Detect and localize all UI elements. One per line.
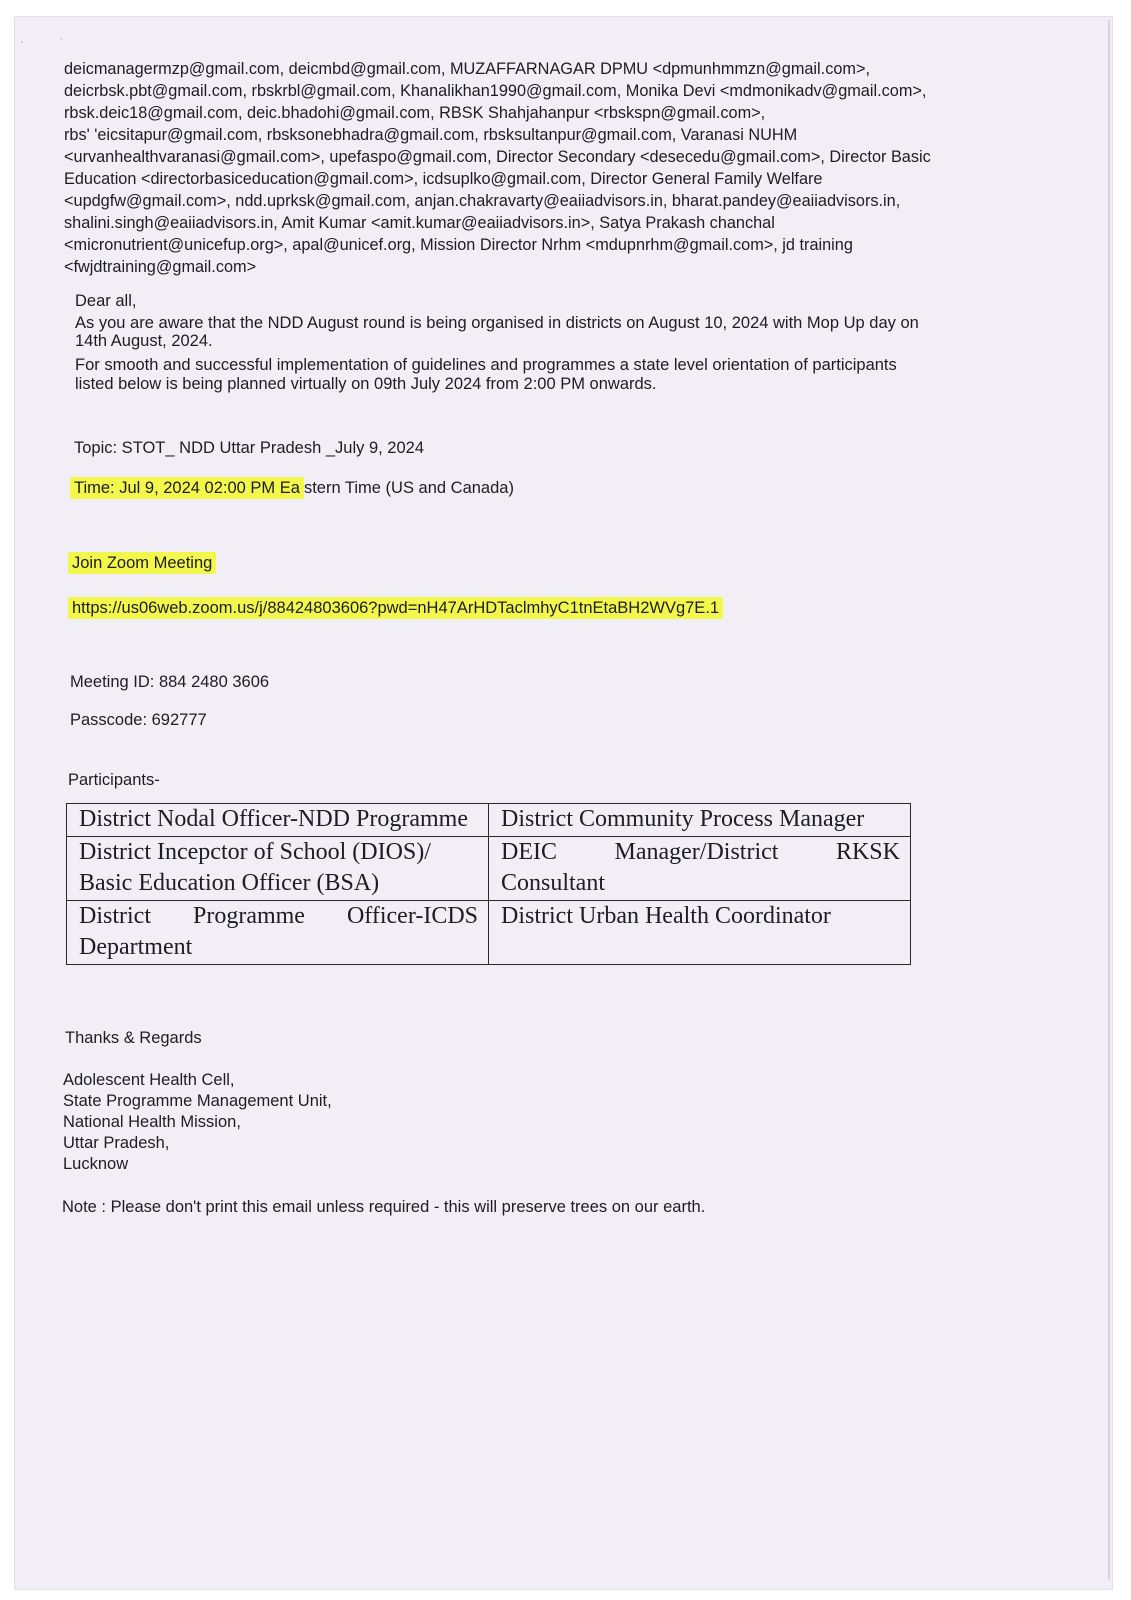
participant-role: District Community Process Manager [501, 806, 865, 832]
signature-block [63, 1070, 332, 1175]
closing: Thanks & Regards [65, 1029, 202, 1047]
highlight-time: Time: Jul 9, 2024 02:00 PM Ea [70, 477, 304, 499]
paragraph-line: For smooth and successful implementation of guidelines and programmes a state level orientation of participants [75, 356, 897, 374]
recipients-line: <urvanhealthvaranasi@gmail.com>, upefaspo@gmail.com, Director Secondary <desecedu@gmail.com>, Director Basic [64, 148, 931, 166]
environment-note: Note : Please don't print this email unless required - this will preserve trees on our earth. [62, 1198, 706, 1216]
paragraph-line: As you are aware that the NDD August round is being organised in districts on August 10, 2024 with Mop Up day on [75, 314, 919, 332]
table-cell [489, 901, 911, 965]
recipients-line: rbs' 'eicsitapur@gmail.com, rbsksonebhadra@gmail.com, rbsksultanpur@gmail.com, Varanasi NUHM [64, 126, 798, 144]
table-row [67, 837, 911, 901]
recipients-line: Education <directorbasiceducation@gmail.com>, icdsuplko@gmail.com, Director General Family Welfare [64, 170, 823, 188]
participants-label: Participants- [68, 771, 160, 789]
table-cell [67, 837, 489, 901]
signature-line: Uttar Pradesh, [63, 1134, 170, 1152]
passcode: Passcode: 692777 [70, 711, 207, 729]
participant-role: DEIC Manager/District RKSK Consultant [501, 839, 900, 896]
join-zoom-label [72, 553, 216, 573]
participant-role: District Nodal Officer-NDD Programme [79, 806, 468, 832]
signature-line: Lucknow [63, 1155, 129, 1173]
join-zoom-text: Join Zoom Meeting [68, 552, 216, 574]
signature-line: Adolescent Health Cell, [63, 1071, 235, 1089]
recipients-list [64, 58, 1054, 278]
paragraph-line: listed below is being planned virtually on 09th July 2024 from 2:00 PM onwards. [75, 375, 657, 393]
recipients-line: rbsk.deic18@gmail.com, deic.bhadohi@gmail.com, RBSK Shahjahanpur <rbskspn@gmail.com>, [64, 104, 766, 122]
meeting-topic: Topic: STOT_ NDD Uttar Pradesh _July 9, 2024 [74, 439, 425, 457]
time-zone-text: stern Time (US and Canada) [303, 479, 514, 497]
recipients-line: deicmanagermzp@gmail.com, deicmbd@gmail.com, MUZAFFARNAGAR DPMU <dpmunhmmzn@gmail.com>, [64, 60, 870, 78]
zoom-url[interactable]: https://us06web.zoom.us/j/88424803606?pwd=nH47ArHDTaclmhyC1tnEtaBH2WVg7E.1 [68, 597, 723, 619]
participants-table [66, 803, 911, 965]
table-row [67, 804, 911, 837]
greeting: Dear all, [75, 292, 137, 310]
table-cell [67, 804, 489, 837]
page-edge-line [1108, 20, 1110, 1580]
paragraph-round-info [75, 314, 1035, 350]
table-row [67, 901, 911, 965]
zoom-link[interactable] [72, 598, 723, 618]
meeting-time [74, 478, 514, 498]
participant-role: District Incepctor of School (DIOS)/ Basic Education Officer (BSA) [79, 839, 431, 896]
recipients-line: shalini.singh@eaiiadvisors.in, Amit Kumar <amit.kumar@eaiiadvisors.in>, Satya Prakash chanchal [64, 214, 775, 232]
table-cell [489, 837, 911, 901]
signature-line: National Health Mission, [63, 1113, 241, 1131]
recipients-line: <updgfw@gmail.com>, ndd.uprksk@gmail.com, anjan.chakravarty@eaiiadvisors.in, bharat.pandey@eaiiadvisors.in, [64, 192, 901, 210]
recipients-line: <fwjdtraining@gmail.com> [64, 258, 257, 276]
recipients-line: <micronutrient@unicefup.org>, apal@unicef.org, Mission Director Nrhm <mdupnrhm@gmail.com>, jd training [64, 236, 853, 254]
paragraph-orientation [75, 356, 1035, 394]
participant-role: District Programme Officer-ICDS Department [79, 903, 478, 960]
recipients-line: deicrbsk.pbt@gmail.com, rbskrbl@gmail.com, Khanalikhan1990@gmail.com, Monika Devi <mdmonikadv@gmail.com>, [64, 82, 927, 100]
table-cell [489, 804, 911, 837]
signature-line: State Programme Management Unit, [63, 1092, 332, 1110]
table-cell [67, 901, 489, 965]
scan-speck: ˙ [60, 36, 64, 50]
meeting-id: Meeting ID: 884 2480 3606 [70, 673, 270, 691]
participant-role: District Urban Health Coordinator [501, 903, 831, 929]
paragraph-line: 14th August, 2024. [75, 332, 213, 350]
scan-speck: · [20, 34, 24, 48]
